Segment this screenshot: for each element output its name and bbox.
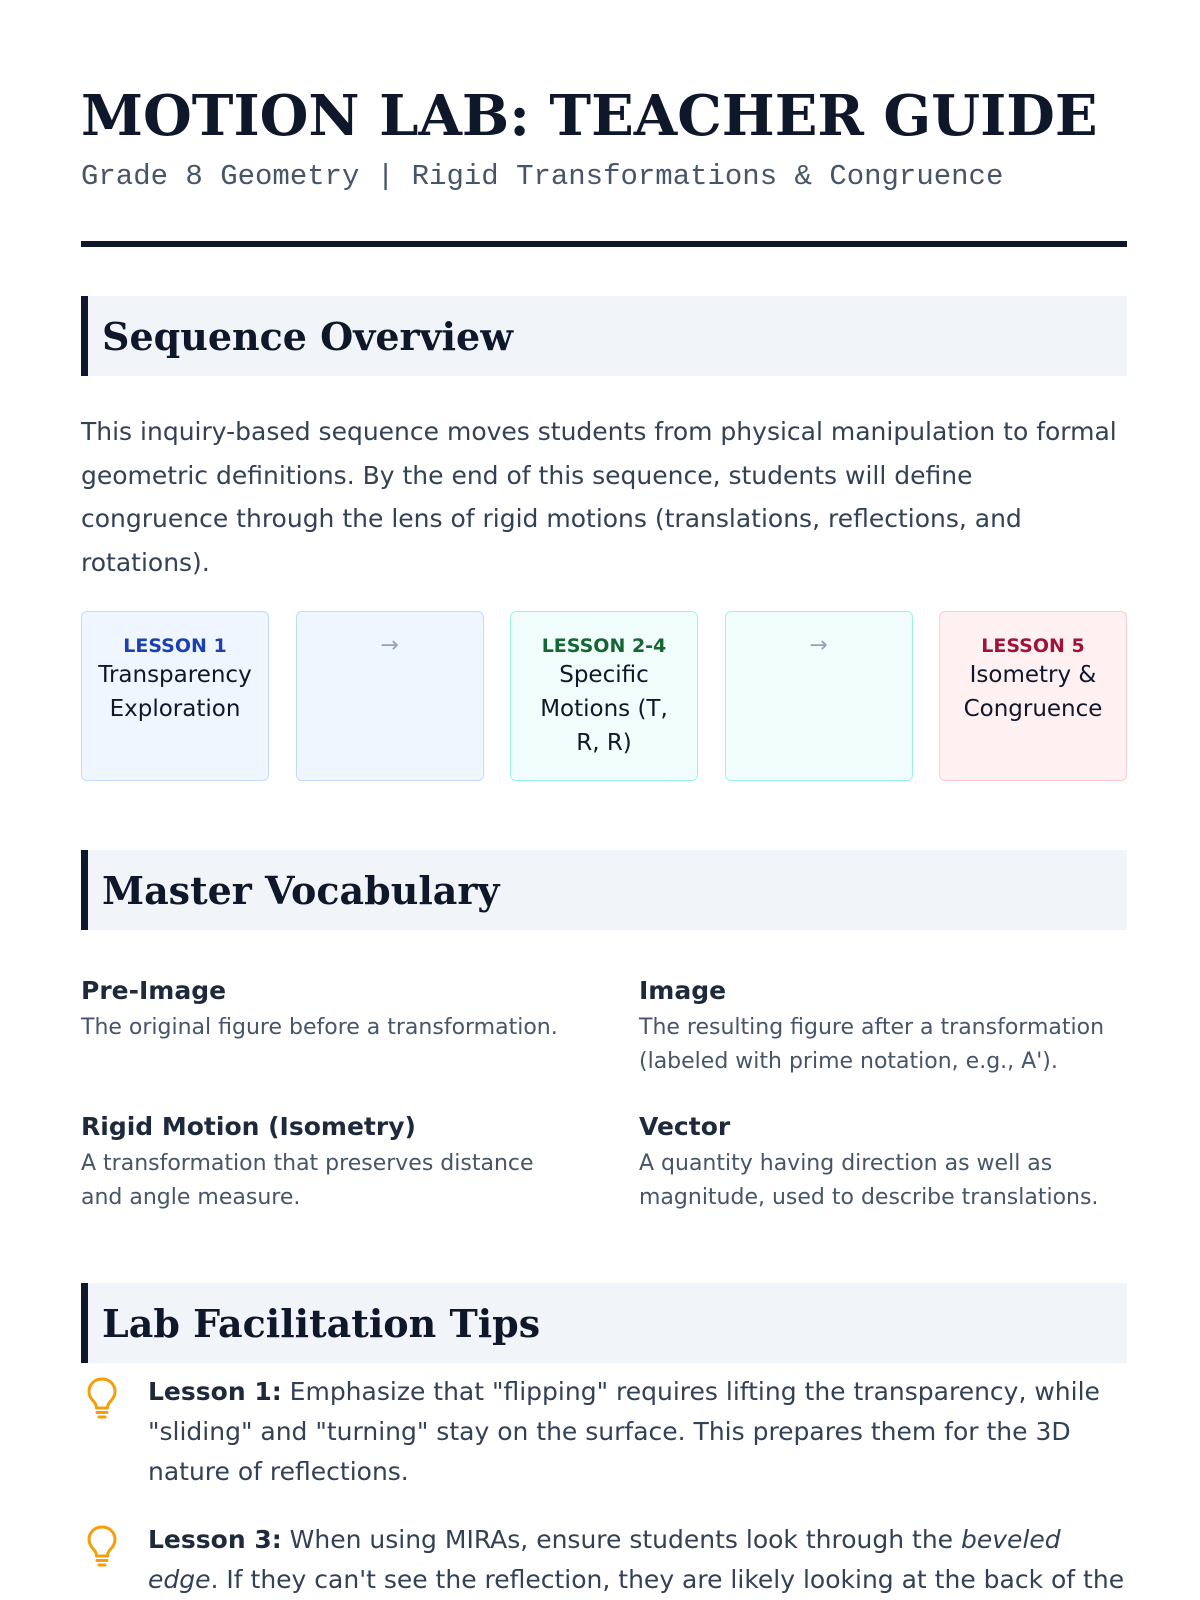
- vocab-term: Vector: [639, 1112, 731, 1141]
- arrow-right-icon: →: [380, 633, 399, 658]
- lesson-label: LESSON 2-4: [541, 635, 667, 657]
- vocab-term: Image: [639, 976, 727, 1005]
- tip-text: [148, 1372, 1127, 1492]
- section-title: Sequence Overview: [102, 313, 513, 359]
- lesson-label: LESSON 1: [123, 635, 227, 657]
- vocab-definition: The original figure before a transformation.: [81, 1015, 558, 1040]
- lesson-label: LESSON 5: [981, 635, 1085, 657]
- vocab-term: Pre-Image: [81, 976, 227, 1005]
- page-subtitle: Grade 8 Geometry | Rigid Transformations & Congruence: [81, 160, 1004, 193]
- vocab-definition: A transformation that preserves distance and angle measure.: [81, 1151, 534, 1210]
- vocab-definition: The resulting figure after a transformation (labeled with prime notation, e.g., A').: [639, 1015, 1105, 1074]
- lesson-title: Specific Motions (T, R, R): [540, 662, 668, 756]
- vocab-term: Rigid Motion (Isometry): [81, 1112, 416, 1141]
- tip-lead: Lesson 3:: [148, 1525, 282, 1554]
- lightbulb-icon: [85, 1524, 119, 1568]
- lesson-title: Isometry & Congruence: [963, 662, 1103, 722]
- lesson-card-1: [81, 611, 269, 781]
- tip-emphasis: beveled edge: [148, 1525, 1061, 1594]
- tip-body: . If they can't see the reflection, they are likely looking at the back of the: [210, 1565, 1125, 1594]
- vocab-definition: A quantity having direction as well as magnitude, used to describe translations.: [639, 1151, 1099, 1210]
- page-title: MOTION LAB: TEACHER GUIDE: [81, 83, 1098, 149]
- arrow-right-icon: →: [809, 633, 828, 658]
- tip-body: Emphasize that "flipping" requires lifting the transparency, while "sliding" and "turning" stay on the surface. This prepares them for the 3D nature of reflections.: [148, 1377, 1100, 1486]
- lesson-flow: [81, 611, 1127, 781]
- lightbulb-icon: [85, 1376, 119, 1420]
- vocab-item-rigid-motion: [81, 1111, 561, 1215]
- section-title: Master Vocabulary: [102, 867, 500, 913]
- lesson-title: Transparency Exploration: [98, 662, 252, 722]
- section-heading-vocabulary: [81, 850, 1127, 930]
- lesson-card-2: [510, 611, 698, 781]
- flow-arrow-card-2: [725, 611, 913, 781]
- vocab-item-vector: [639, 1111, 1119, 1215]
- teacher-guide-page: [81, 0, 1127, 1600]
- vocab-item-pre-image: [81, 975, 561, 1045]
- tip-lead: Lesson 1:: [148, 1377, 282, 1406]
- section-title: Lab Facilitation Tips: [102, 1300, 541, 1346]
- tip-body: When using MIRAs, ensure students look through the: [281, 1525, 962, 1554]
- flow-arrow-card-1: [296, 611, 484, 781]
- tip-text: [148, 1520, 1127, 1600]
- lesson-card-3: [939, 611, 1127, 781]
- section-heading-tips: [81, 1283, 1127, 1363]
- overview-paragraph: This inquiry-based sequence moves students from physical manipulation to formal geometric definitions. By the end of this sequence, students will define congruence through the lens of rigid motions (translations, reflections, and rotations).: [81, 417, 1117, 577]
- vocab-item-image: [639, 975, 1119, 1079]
- header-divider: [81, 241, 1127, 247]
- section-heading-overview: [81, 296, 1127, 376]
